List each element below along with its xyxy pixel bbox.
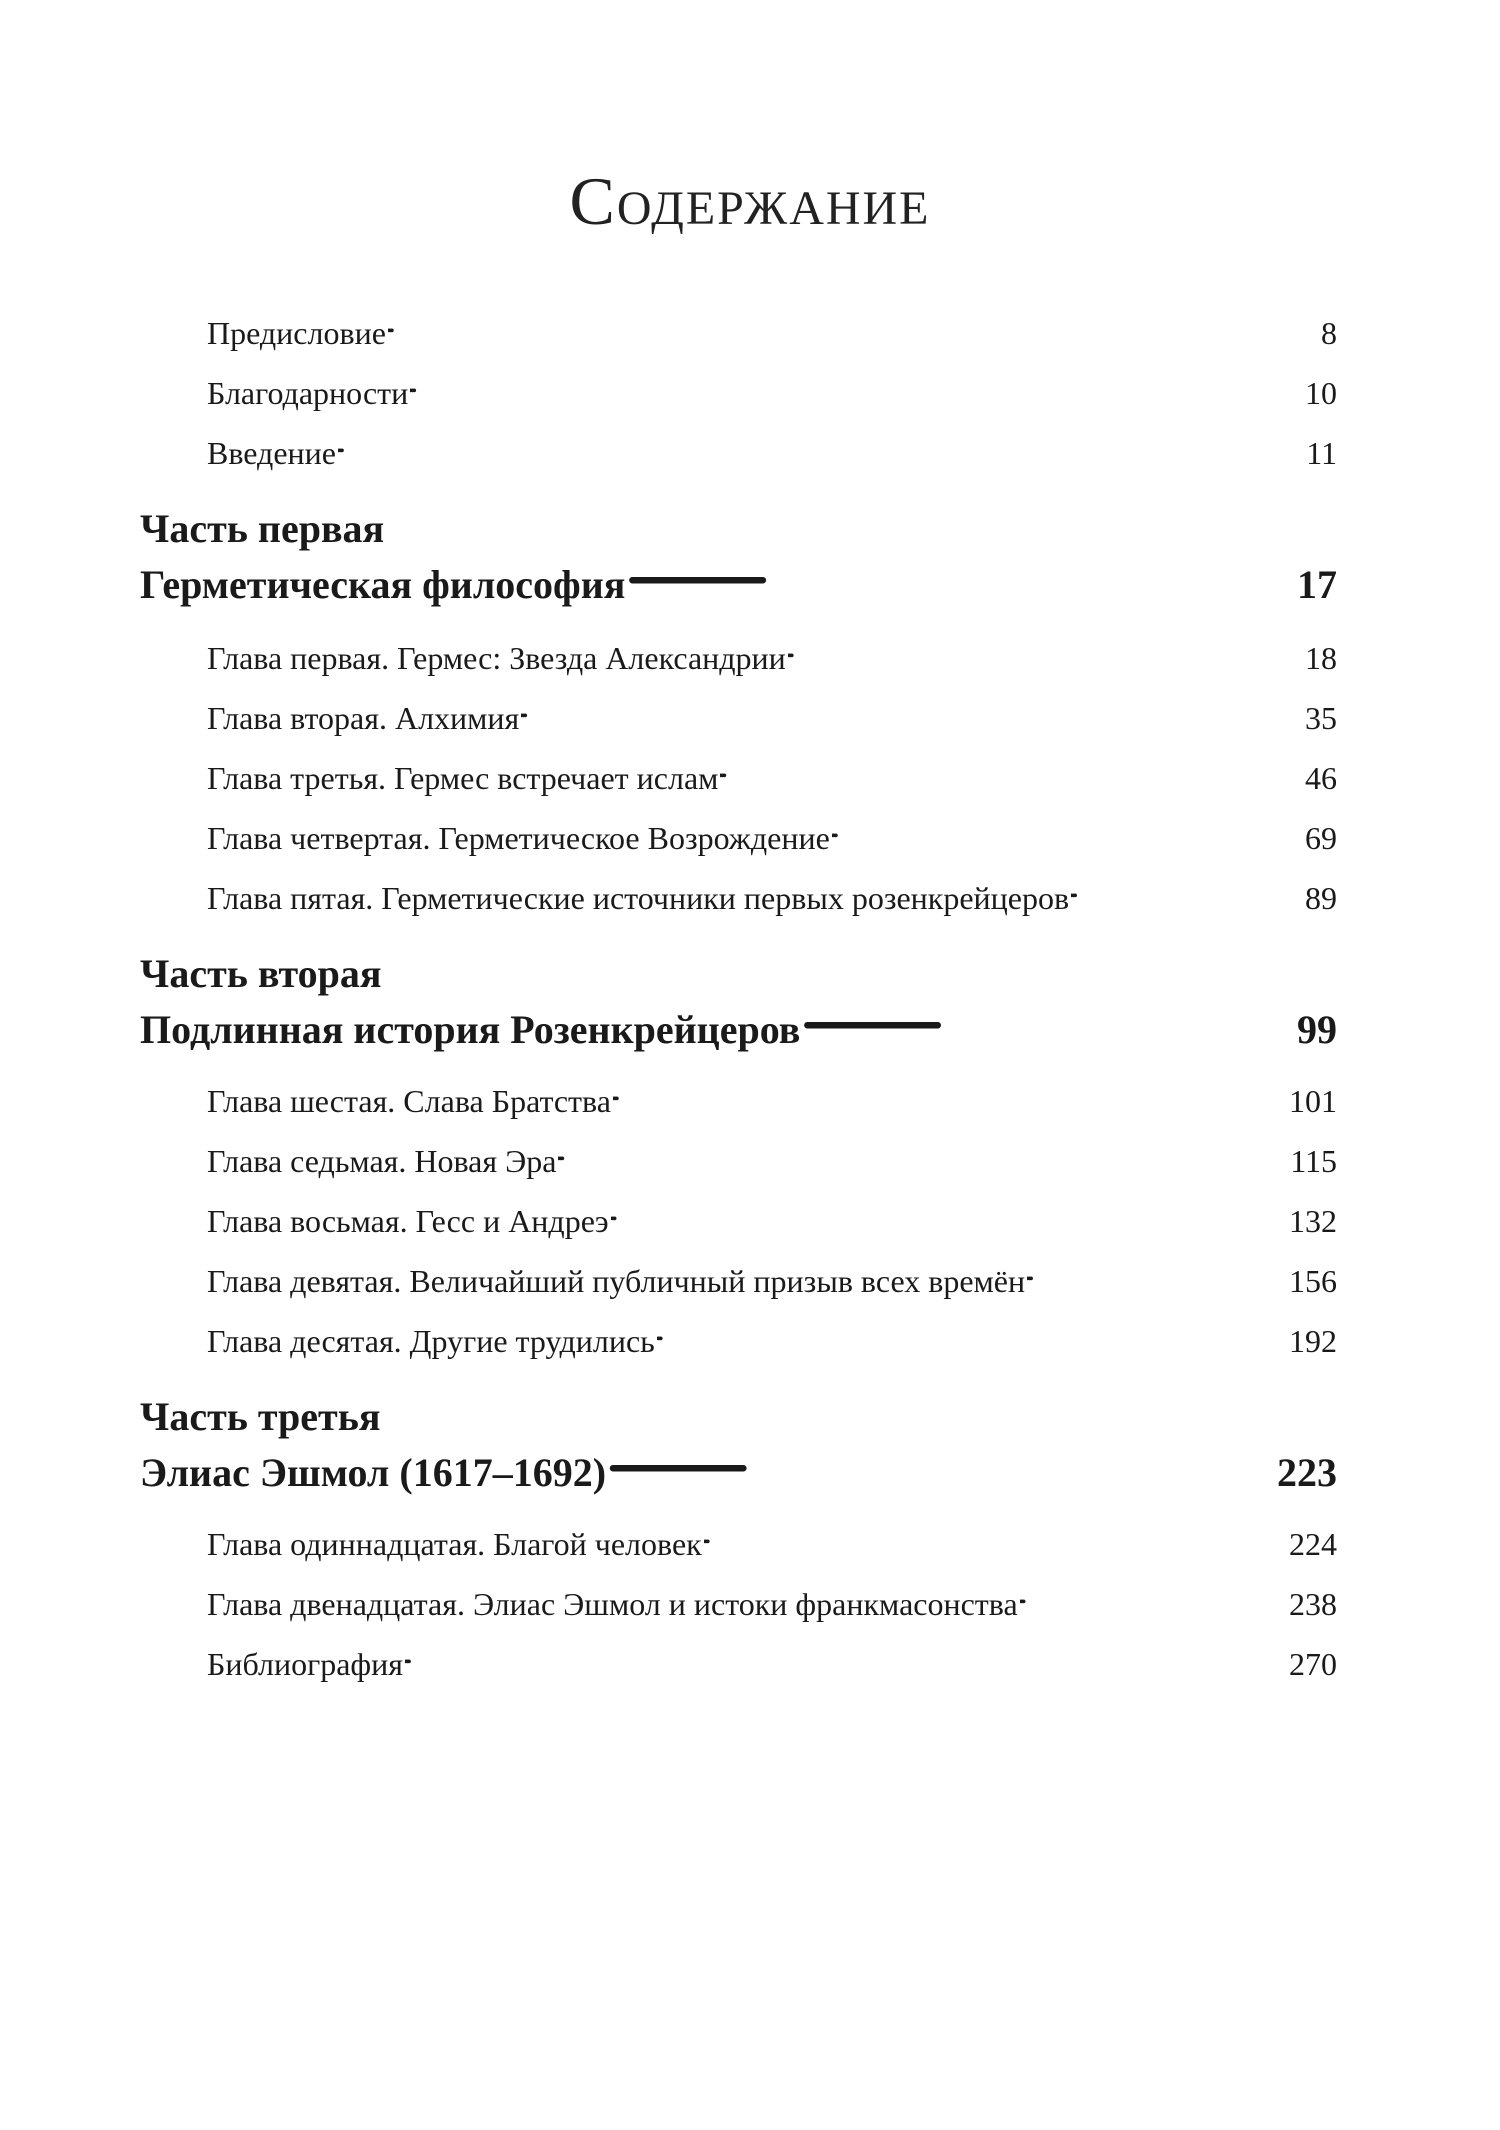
toc-entry-label: Глава седьмая. Новая Эра [207, 1143, 557, 1179]
toc-entry-page: 270 [1289, 1646, 1337, 1682]
toc-part-title: Герметическая философия [140, 562, 626, 607]
dot-leader [832, 817, 1303, 849]
dot-leader [627, 558, 1295, 598]
toc-entry-chapter[interactable] [207, 757, 1337, 797]
toc-entry-chapter[interactable] [207, 637, 1337, 677]
toc-entry-label: Глава восьмая. Гесс и Андреэ [207, 1203, 609, 1239]
dot-leader [802, 1003, 1295, 1043]
toc-entry-label: Введение [207, 435, 336, 471]
toc-entry-label: Глава первая. Гермес: Звезда Александрии [207, 640, 786, 676]
toc-entry-label: Глава шестая. Слава Братства [207, 1083, 611, 1119]
toc-entry-chapter[interactable] [207, 1080, 1337, 1120]
toc-entry-bibliography[interactable] [207, 1643, 1337, 1683]
toc-entry-chapter[interactable] [207, 1523, 1337, 1563]
dot-leader [1020, 1583, 1287, 1615]
toc-part-page: 17 [1297, 562, 1337, 607]
dot-leader [388, 312, 1319, 344]
dot-leader [704, 1523, 1287, 1555]
dot-leader [657, 1320, 1287, 1352]
dot-leader [1027, 1260, 1287, 1292]
dot-leader [608, 1446, 1275, 1486]
toc-entry-page: 101 [1289, 1083, 1337, 1119]
toc-entry-introduction[interactable] [207, 432, 1337, 472]
toc-entry-chapter[interactable] [207, 877, 1337, 917]
toc-entry-label: Глава пятая. Герметические источники первых розенкрейцеров [207, 880, 1070, 916]
toc-entry-page: 69 [1305, 820, 1337, 856]
toc-entry-page: 238 [1289, 1586, 1337, 1622]
toc-entry-label: Глава десятая. Другие трудились [207, 1323, 655, 1359]
toc-entry-acknowledgements[interactable] [207, 372, 1337, 412]
dot-leader [338, 432, 1304, 464]
toc-entry-preface[interactable] [207, 312, 1337, 352]
toc-entry-label: Благодарности [207, 375, 409, 411]
toc-entry-page: 18 [1305, 640, 1337, 676]
toc-entry-label: Глава четвертая. Герметическое Возрождение [207, 820, 830, 856]
page-title: Содержание [569, 163, 931, 239]
toc-entry-chapter[interactable] [207, 1200, 1337, 1240]
dot-leader [405, 1643, 1287, 1675]
toc-entry-page: 10 [1305, 375, 1337, 411]
toc-entry-page: 192 [1289, 1323, 1337, 1359]
dot-leader [1071, 877, 1303, 909]
toc-part-heading[interactable] [140, 1003, 1337, 1053]
toc-entry-page: 89 [1305, 880, 1337, 916]
toc-part-page: 223 [1277, 1450, 1337, 1495]
toc-entry-page: 115 [1290, 1143, 1337, 1179]
toc-entry-chapter[interactable] [207, 697, 1337, 737]
toc-entry-page: 132 [1289, 1203, 1337, 1239]
part-label: Часть третья [140, 1394, 381, 1439]
part-label: Часть вторая [140, 951, 382, 996]
dot-leader [720, 757, 1303, 789]
toc-entry-page: 46 [1305, 760, 1337, 796]
dot-leader [558, 1140, 1288, 1172]
toc-entry-label: Глава вторая. Алхимия [207, 700, 520, 736]
toc-entry-page: 35 [1305, 700, 1337, 736]
toc-entry-label: Глава третья. Гермес встречает ислам [207, 760, 719, 796]
toc-part-heading[interactable] [140, 1446, 1337, 1496]
dot-leader [521, 697, 1303, 729]
dot-leader [611, 1200, 1287, 1232]
toc-part-title: Элиас Эшмол (1617–1692) [140, 1450, 607, 1495]
toc-entry-label: Предисловие [207, 315, 386, 351]
toc-entry-chapter[interactable] [207, 1583, 1337, 1623]
toc-entry-chapter[interactable] [207, 817, 1337, 857]
dot-leader [788, 637, 1303, 669]
toc-entry-chapter[interactable] [207, 1320, 1337, 1360]
toc-part-title: Подлинная история Розенкрейцеров [140, 1007, 801, 1052]
part-label: Часть первая [140, 506, 385, 551]
toc-entry-label: Глава одиннадцатая. Благой человек [207, 1526, 702, 1562]
toc-entry-label: Библиография [207, 1646, 403, 1682]
toc-entry-label: Глава девятая. Величайший публичный призыв всех времён [207, 1263, 1026, 1299]
toc-entry-page: 8 [1321, 315, 1337, 351]
toc-entry-page: 156 [1289, 1263, 1337, 1299]
toc-part-heading[interactable] [140, 558, 1337, 608]
toc-entry-chapter[interactable] [207, 1260, 1337, 1300]
toc-entry-label: Глава двенадцатая. Элиас Эшмол и истоки франкмасонства [207, 1586, 1018, 1622]
toc-entry-page: 224 [1289, 1526, 1337, 1562]
toc-entry-chapter[interactable] [207, 1140, 1337, 1180]
toc-part-page: 99 [1297, 1007, 1337, 1052]
dot-leader [613, 1080, 1287, 1112]
toc-entry-page: 11 [1306, 435, 1337, 471]
dot-leader [410, 372, 1303, 404]
